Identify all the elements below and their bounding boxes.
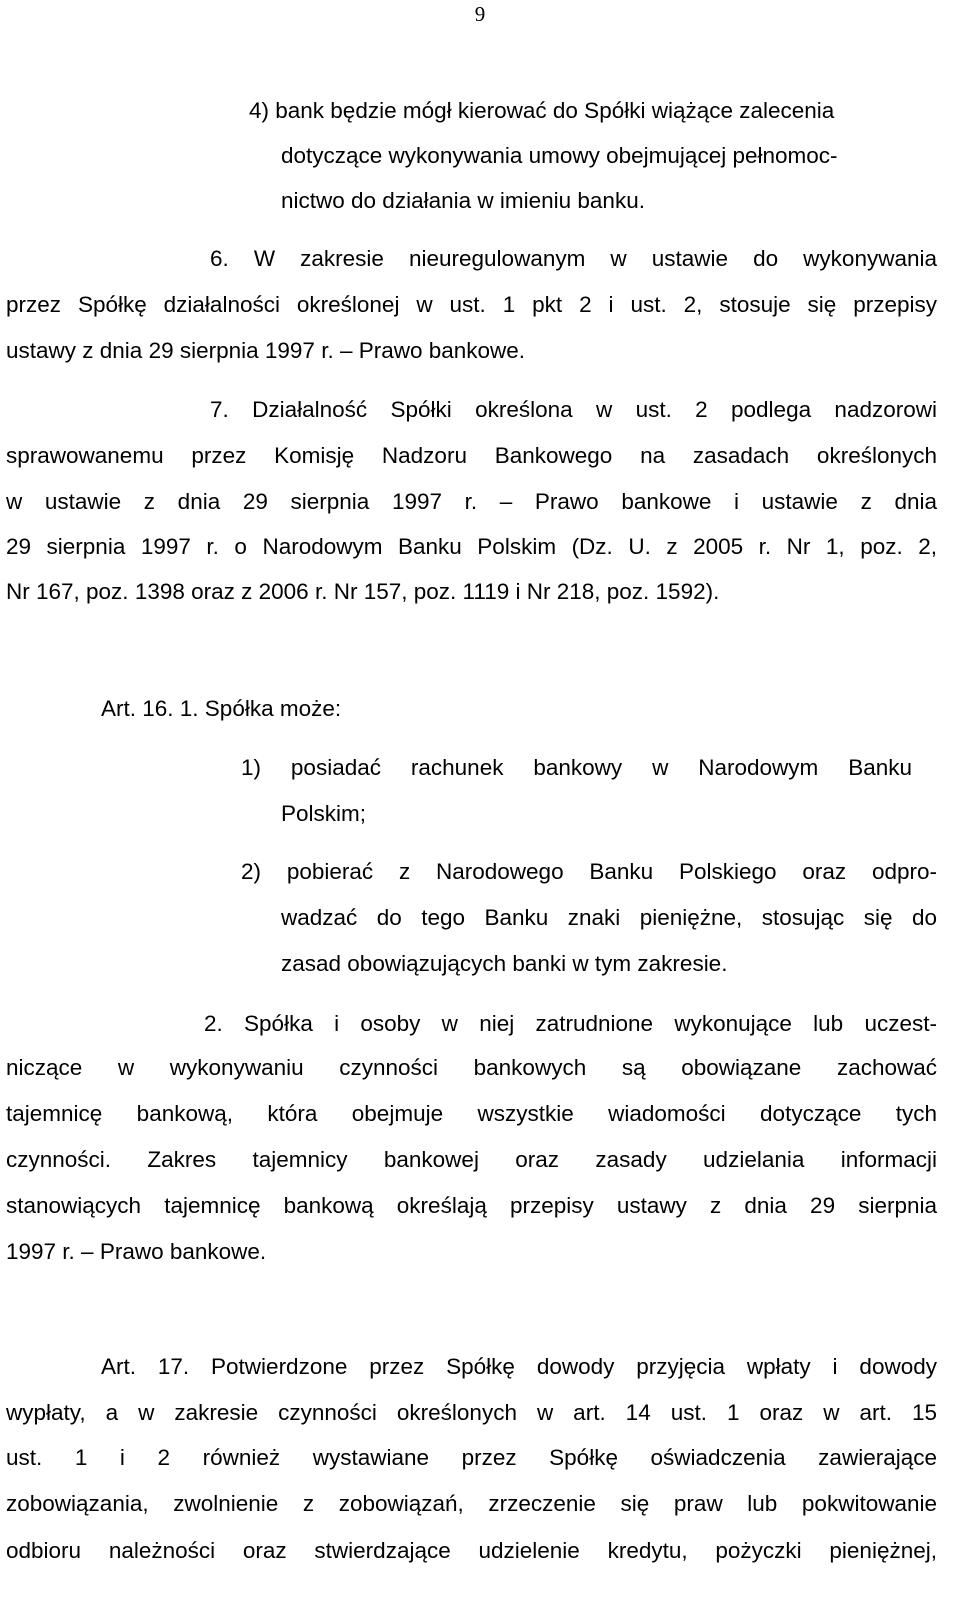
text-line: czynności. Zakres tajemnicy bankowej oraz zasady udzielania informacji [6,1147,937,1172]
text-line: odbioru należności oraz stwierdzające udzielenie kredytu, pożyczki pieniężnej, [6,1538,937,1563]
text-line: Polskim; [281,801,367,826]
page-number: 9 [474,2,486,26]
text-line: Nr 167, poz. 1398 oraz z 2006 r. Nr 157, poz. 1119 i Nr 218, poz. 1592). [6,579,720,604]
text-line: niczące w wykonywaniu czynności bankowych są obowiązane zachować [6,1055,937,1080]
text-line: wadzać do tego Banku znaki pieniężne, stosując się do [281,905,937,930]
text-line: tajemnicę bankową, która obejmuje wszystkie wiadomości dotyczące tych [6,1101,937,1126]
text-line: ust. 1 i 2 również wystawiane przez Spółkę oświadczenia zawierające [6,1445,937,1470]
text-line: 6. W zakresie nieuregulowanym w ustawie do wykonywania [210,246,937,271]
text-line: Art. 16. 1. Spółka może: [101,696,342,721]
text-line: 4) bank będzie mógł kierować do Spółki wiążące zalecenia [249,98,835,123]
text-line: wypłaty, a w zakresie czynności określonych w art. 14 ust. 1 oraz w art. 15 [6,1400,937,1425]
text-line: 1) posiadać rachunek bankowy w Narodowym Banku [241,755,912,780]
text-line: w ustawie z dnia 29 sierpnia 1997 r. – Prawo bankowe i ustawie z dnia [6,489,937,514]
text-line: zasad obowiązujących banki w tym zakresie. [281,951,728,976]
text-line: przez Spółkę działalności określonej w ust. 1 pkt 2 i ust. 2, stosuje się przepisy [6,292,937,317]
text-line: 29 sierpnia 1997 r. o Narodowym Banku Polskim (Dz. U. z 2005 r. Nr 1, poz. 2, [6,534,937,559]
text-line: stanowiących tajemnicę bankową określają przepisy ustawy z dnia 29 sierpnia [6,1193,937,1218]
text-line: 2. Spółka i osoby w niej zatrudnione wykonujące lub uczest- [204,1011,937,1036]
text-line: 1997 r. – Prawo bankowe. [6,1239,267,1264]
text-line: Art. 17. Potwierdzone przez Spółkę dowody przyjęcia wpłaty i dowody [101,1354,937,1379]
text-line: nictwo do działania w imieniu banku. [281,188,645,213]
text-line: zobowiązania, zwolnienie z zobowiązań, zrzeczenie się praw lub pokwitowanie [6,1491,937,1516]
text-line: 7. Działalność Spółki określona w ust. 2 podlega nadzorowi [210,397,937,422]
text-line: sprawowanemu przez Komisję Nadzoru Bankowego na zasadach określonych [6,443,937,468]
text-line: 2) pobierać z Narodowego Banku Polskiego oraz odpro- [241,859,937,884]
text-line: dotyczące wykonywania umowy obejmującej pełnomoc- [281,143,838,168]
text-line: ustawy z dnia 29 sierpnia 1997 r. – Prawo bankowe. [6,338,526,363]
